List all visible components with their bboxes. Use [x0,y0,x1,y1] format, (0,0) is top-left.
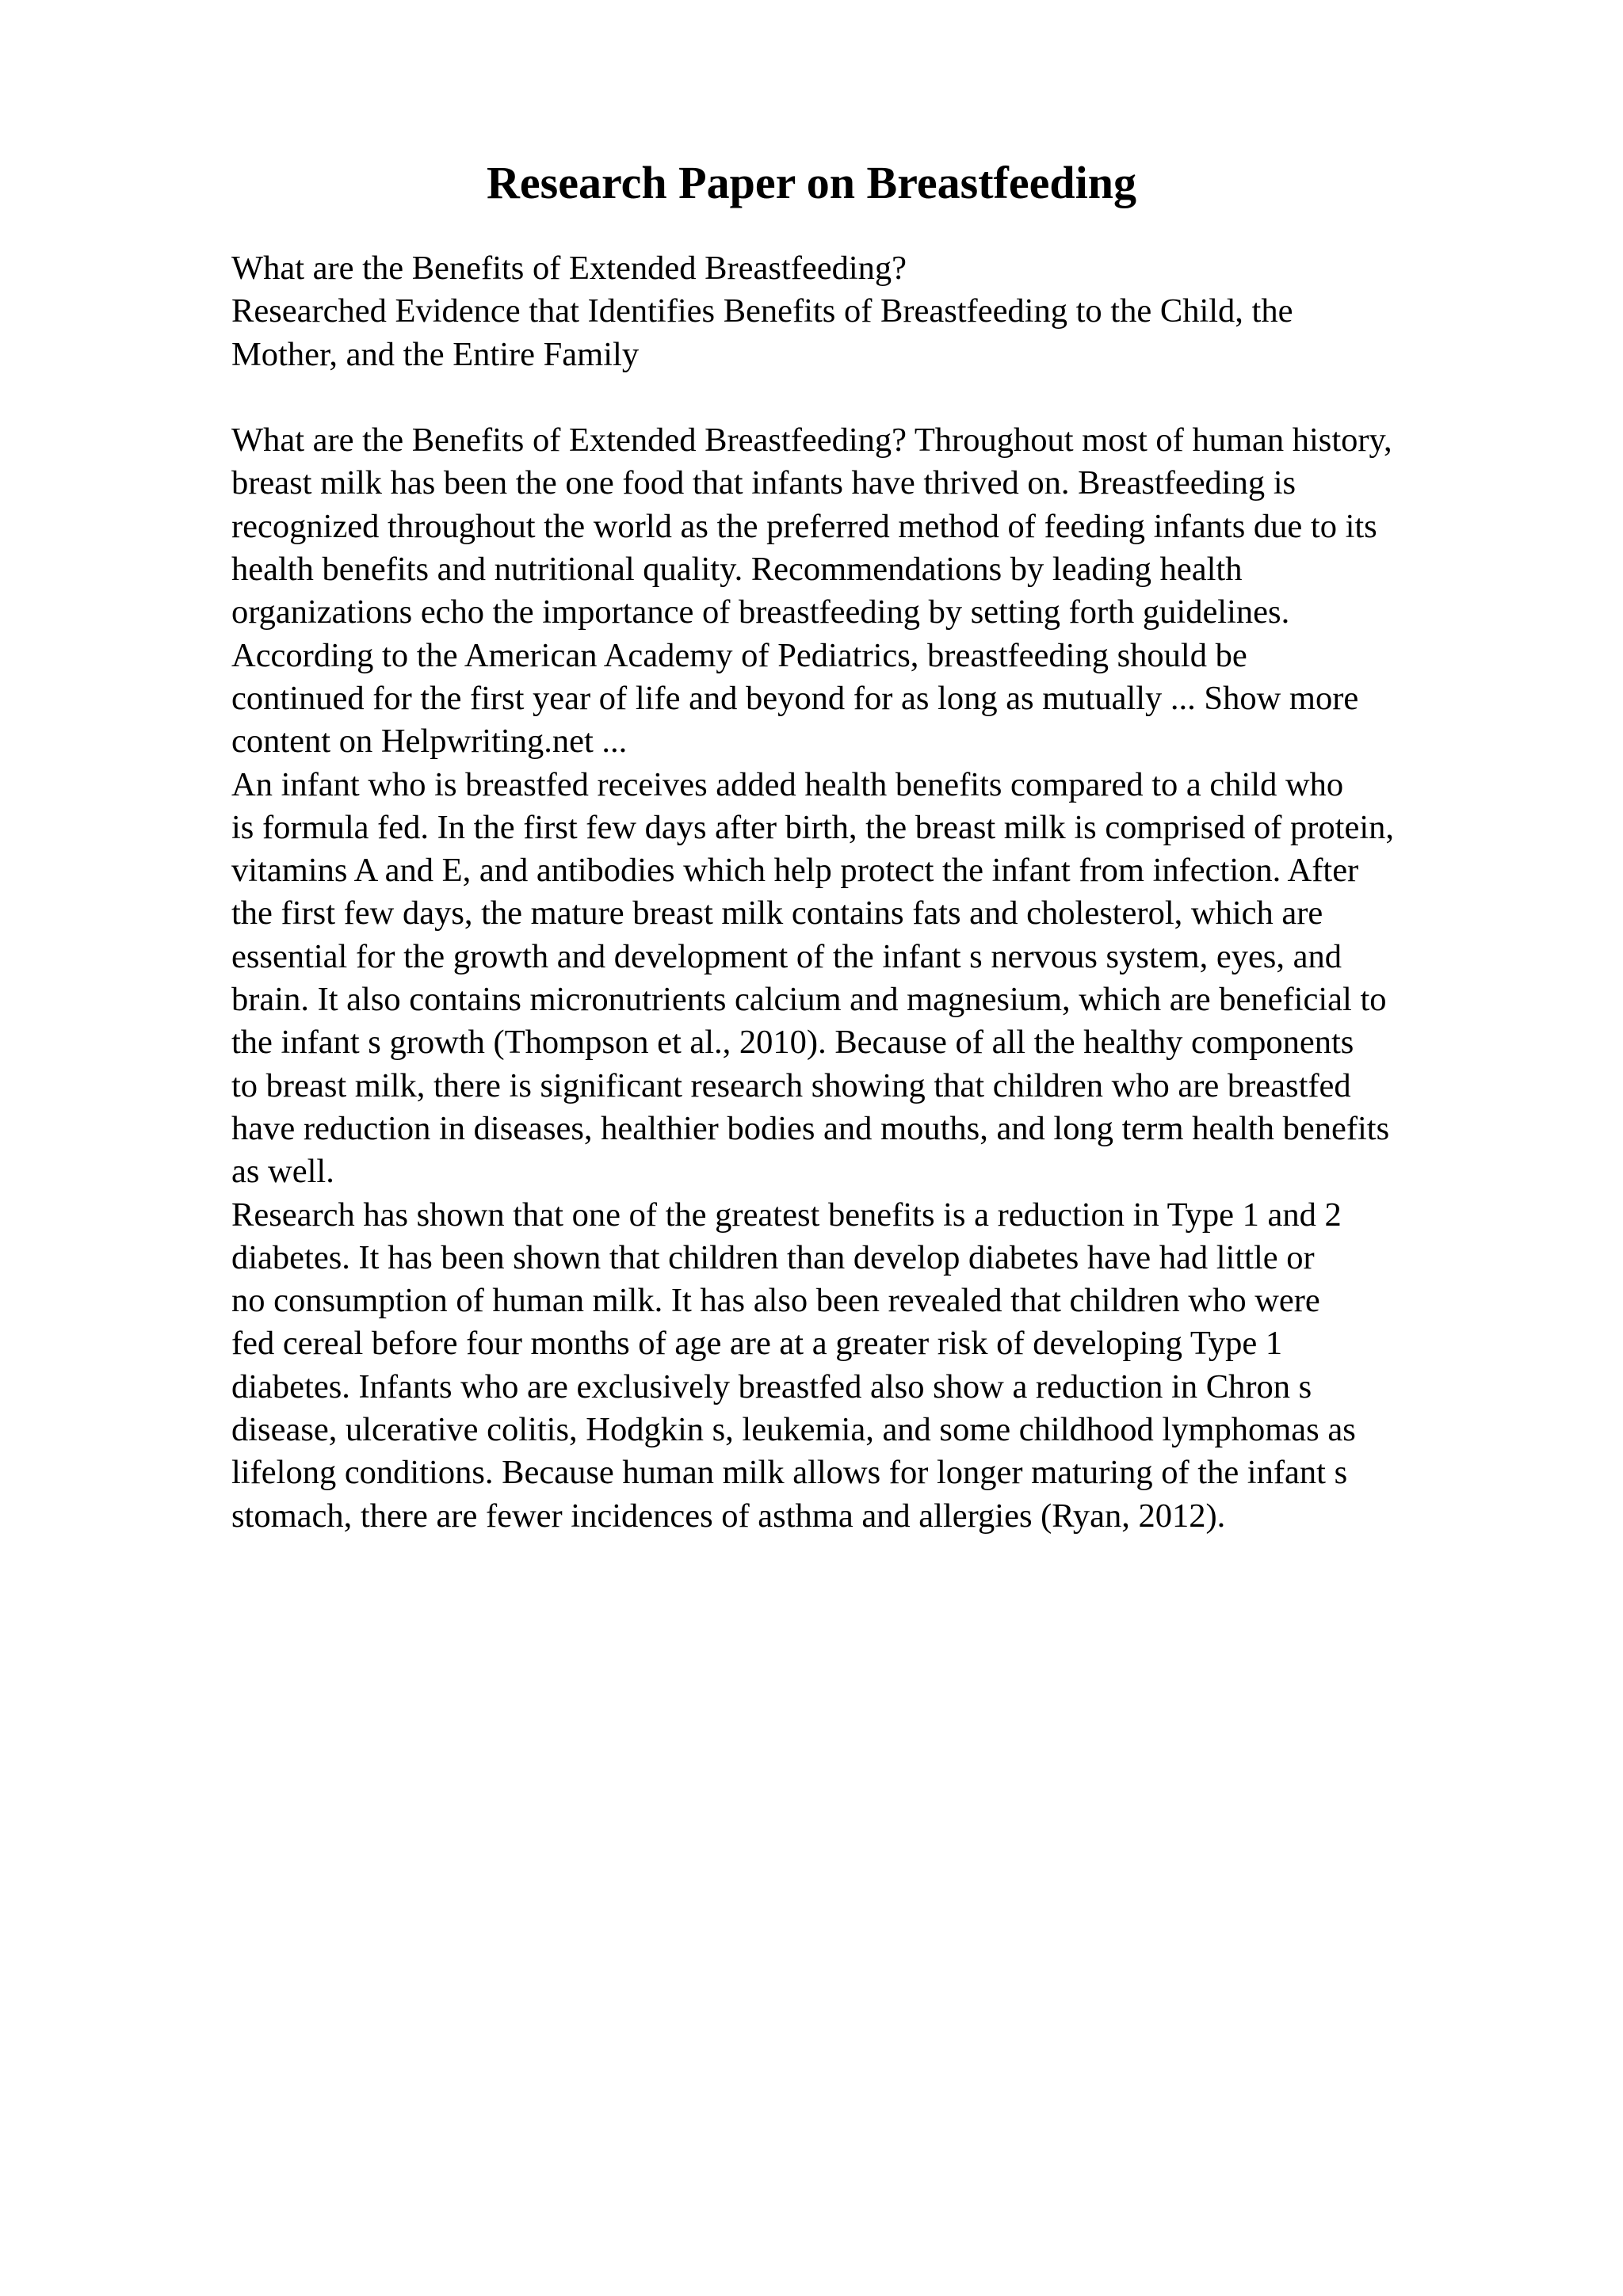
text-line: organizations echo the importance of breastfeeding by setting forth guidelines. [231,593,1290,631]
text-line: fed cereal before four months of age are at a greater risk of developing Type 1 [231,1325,1283,1363]
text-line: disease, ulcerative colitis, Hodgkin s, leukemia, and some childhood lymphomas as [231,1411,1356,1449]
text-line: breast milk has been the one food that infants have thrived on. Breastfeeding is [231,464,1296,502]
text-line: health benefits and nutritional quality. Recommendations by leading health [231,551,1243,589]
subtitle-block [231,247,1515,376]
text-line: brain. It also contains micronutrients calcium and magnesium, which are beneficial to [231,981,1387,1019]
text-line: Research has shown that one of the greatest benefits is a reduction in Type 1 and 2 [231,1196,1342,1234]
text-line: According to the American Academy of Pediatrics, breastfeeding should be [231,636,1247,674]
subtitle-line: What are the Benefits of Extended Breastfeeding? [231,250,907,287]
text-line: have reduction in diseases, healthier bodies and mouths, and long term health benefits [231,1109,1390,1147]
subtitle-line: Researched Evidence that Identifies Benefits of Breastfeeding to the Child, the [231,292,1293,330]
paragraph-gap [231,376,1515,419]
text-line: What are the Benefits of Extended Breastfeeding? Throughout most of human history, [231,421,1392,460]
text-line: the first few days, the mature breast milk contains fats and cholesterol, which are [231,894,1323,933]
document-body [231,247,1515,1538]
paragraph-3 [231,1194,1515,1538]
text-line: An infant who is breastfed receives added health benefits compared to a child who [231,765,1344,803]
subtitle-line: Mother, and the Entire Family [231,335,640,373]
text-line: recognized throughout the world as the preferred method of feeding infants due to its [231,507,1377,545]
text-line: lifelong conditions. Because human milk allows for longer maturing of the infant s [231,1454,1348,1492]
text-line: as well. [231,1153,334,1191]
text-line: continued for the first year of life and beyond for as long as mutually ... Show more [231,679,1359,717]
text-line: stomach, there are fewer incidences of asthma and allergies (Ryan, 2012). [231,1497,1226,1535]
text-line: diabetes. It has been shown that children than develop diabetes have had little or [231,1238,1315,1276]
paragraph-2 [231,764,1515,1194]
text-line: diabetes. Infants who are exclusively breastfed also show a reduction in Chron s [231,1367,1312,1405]
text-line: content on Helpwriting.net ... [231,723,628,761]
text-line: vitamins A and E, and antibodies which help protect the infant from infection. After [231,852,1359,890]
page-title: Research Paper on Breastfeeding [487,157,1136,208]
text-line: is formula fed. In the first few days after birth, the breast milk is comprised of protein, [231,808,1395,846]
paragraph-1 [231,419,1515,763]
text-line: essential for the growth and development of the infant s nervous system, eyes, and [231,937,1342,975]
text-line: to breast milk, there is significant research showing that children who are breastfed [231,1066,1351,1104]
text-line: no consumption of human milk. It has also been revealed that children who were [231,1282,1320,1320]
text-line: the infant s growth (Thompson et al., 2010). Because of all the healthy components [231,1024,1354,1062]
